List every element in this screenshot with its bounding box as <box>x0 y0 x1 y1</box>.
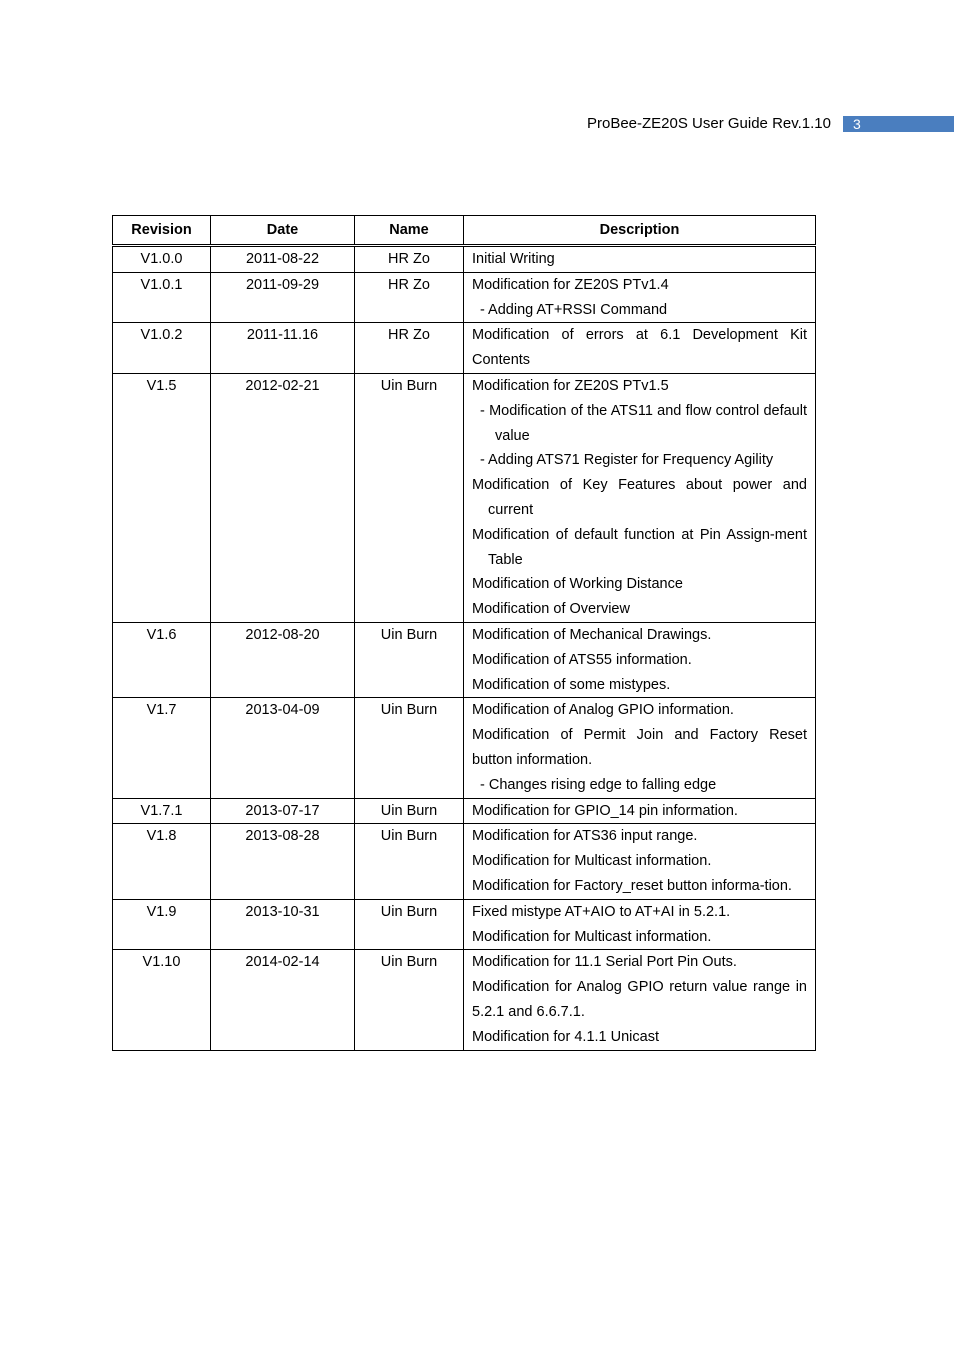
revision-cell: V1.0.1 <box>113 272 211 323</box>
revision-cell: V1.6 <box>113 622 211 697</box>
name-cell: Uin Burn <box>355 950 464 1050</box>
description-cell <box>464 622 816 697</box>
table-row <box>113 246 816 273</box>
name-cell: HR Zo <box>355 272 464 323</box>
date-cell: 2012-02-21 <box>211 373 355 622</box>
column-header-revision: Revision <box>113 216 211 246</box>
revision-cell: V1.7.1 <box>113 798 211 824</box>
table-row <box>113 950 816 1050</box>
description-line: Modification for GPIO_14 pin information. <box>472 802 738 819</box>
description-line: Modification of errors at 6.1 Development Kit Contents <box>472 327 807 369</box>
description-line: Modification for ATS36 input range. <box>472 828 698 845</box>
table-row <box>113 323 816 374</box>
description-line: Modification of Key Features about power and current <box>472 477 807 518</box>
date-cell: 2011-11.16 <box>211 323 355 374</box>
description-cell <box>464 899 816 950</box>
page-number-badge: 3 <box>843 116 954 132</box>
table-row <box>113 272 816 323</box>
description-line: Modification for Analog GPIO return value range in 5.2.1 and 6.6.7.1. <box>472 979 807 1020</box>
description-line: Fixed mistype AT+AIO to AT+AI in 5.2.1. <box>472 903 731 920</box>
description-line: Modification of Mechanical Drawings. <box>472 626 712 643</box>
description-line: Modification for 4.1.1 Unicast <box>472 1028 659 1045</box>
table-header <box>113 216 816 246</box>
date-cell: 2011-09-29 <box>211 272 355 323</box>
table-row <box>113 798 816 824</box>
description-cell <box>464 272 816 323</box>
document-title: ProBee-ZE20S User Guide Rev.1.10 <box>586 115 831 132</box>
description-line: Modification for ZE20S PTv1.5 <box>472 377 669 394</box>
date-cell: 2011-08-22 <box>211 246 355 273</box>
revision-cell: V1.10 <box>113 950 211 1050</box>
description-bullet: - Adding AT+RSSI Command <box>480 301 668 318</box>
header-row <box>113 216 816 246</box>
revision-cell: V1.5 <box>113 373 211 622</box>
revision-cell: V1.8 <box>113 824 211 899</box>
name-cell: Uin Burn <box>355 824 464 899</box>
table-row <box>113 622 816 697</box>
name-cell: HR Zo <box>355 246 464 273</box>
table-row <box>113 373 816 622</box>
table-row <box>113 899 816 950</box>
date-cell: 2013-07-17 <box>211 798 355 824</box>
description-line: Modification for Factory_reset button informa-tion. <box>472 877 792 894</box>
description-cell <box>464 323 816 374</box>
name-cell: Uin Burn <box>355 899 464 950</box>
revision-cell: V1.0.2 <box>113 323 211 374</box>
description-cell <box>464 950 816 1050</box>
description-cell <box>464 798 816 824</box>
description-line: Modification of Working Distance <box>472 576 683 593</box>
name-cell: Uin Burn <box>355 698 464 798</box>
name-cell: Uin Burn <box>355 622 464 697</box>
description-line: Modification for ZE20S PTv1.4 <box>472 276 669 293</box>
revision-history-table <box>112 215 816 1051</box>
description-cell <box>464 698 816 798</box>
column-header-description: Description <box>464 216 816 246</box>
revision-cell: V1.0.0 <box>113 246 211 273</box>
date-cell: 2013-04-09 <box>211 698 355 798</box>
description-line: Modification of Permit Join and Factory Reset button information. <box>472 727 807 768</box>
revision-cell: V1.9 <box>113 899 211 950</box>
name-cell: Uin Burn <box>355 798 464 824</box>
description-line: Modification of default function at Pin Assign-ment Table <box>472 526 807 568</box>
description-cell <box>464 373 816 622</box>
description-bullet: - Adding ATS71 Register for Frequency Agility <box>480 452 774 469</box>
date-cell: 2014-02-14 <box>211 950 355 1050</box>
page-header <box>0 115 954 133</box>
description-line: Modification of Overview <box>472 601 630 618</box>
description-bullet: - Modification of the ATS11 and flow control default value <box>480 402 807 444</box>
description-bullet: - Changes rising edge to falling edge <box>480 776 717 793</box>
column-header-date: Date <box>211 216 355 246</box>
description-cell <box>464 246 816 273</box>
description-line: Initial Writing <box>472 251 555 267</box>
description-line: Modification of ATS55 information. <box>472 651 692 668</box>
description-line: Modification of Analog GPIO information. <box>472 702 734 719</box>
name-cell: Uin Burn <box>355 373 464 622</box>
date-cell: 2013-08-28 <box>211 824 355 899</box>
table-row <box>113 698 816 798</box>
description-cell <box>464 824 816 899</box>
description-line: Modification of some mistypes. <box>472 676 671 693</box>
date-cell: 2012-08-20 <box>211 622 355 697</box>
description-line: Modification for Multicast information. <box>472 853 712 870</box>
revision-cell: V1.7 <box>113 698 211 798</box>
description-line: Modification for 11.1 Serial Port Pin Outs. <box>472 954 737 971</box>
description-line: Modification for Multicast information. <box>472 928 712 945</box>
column-header-name: Name <box>355 216 464 246</box>
table-body <box>113 246 816 1051</box>
name-cell: HR Zo <box>355 323 464 374</box>
table-row <box>113 824 816 899</box>
date-cell: 2013-10-31 <box>211 899 355 950</box>
